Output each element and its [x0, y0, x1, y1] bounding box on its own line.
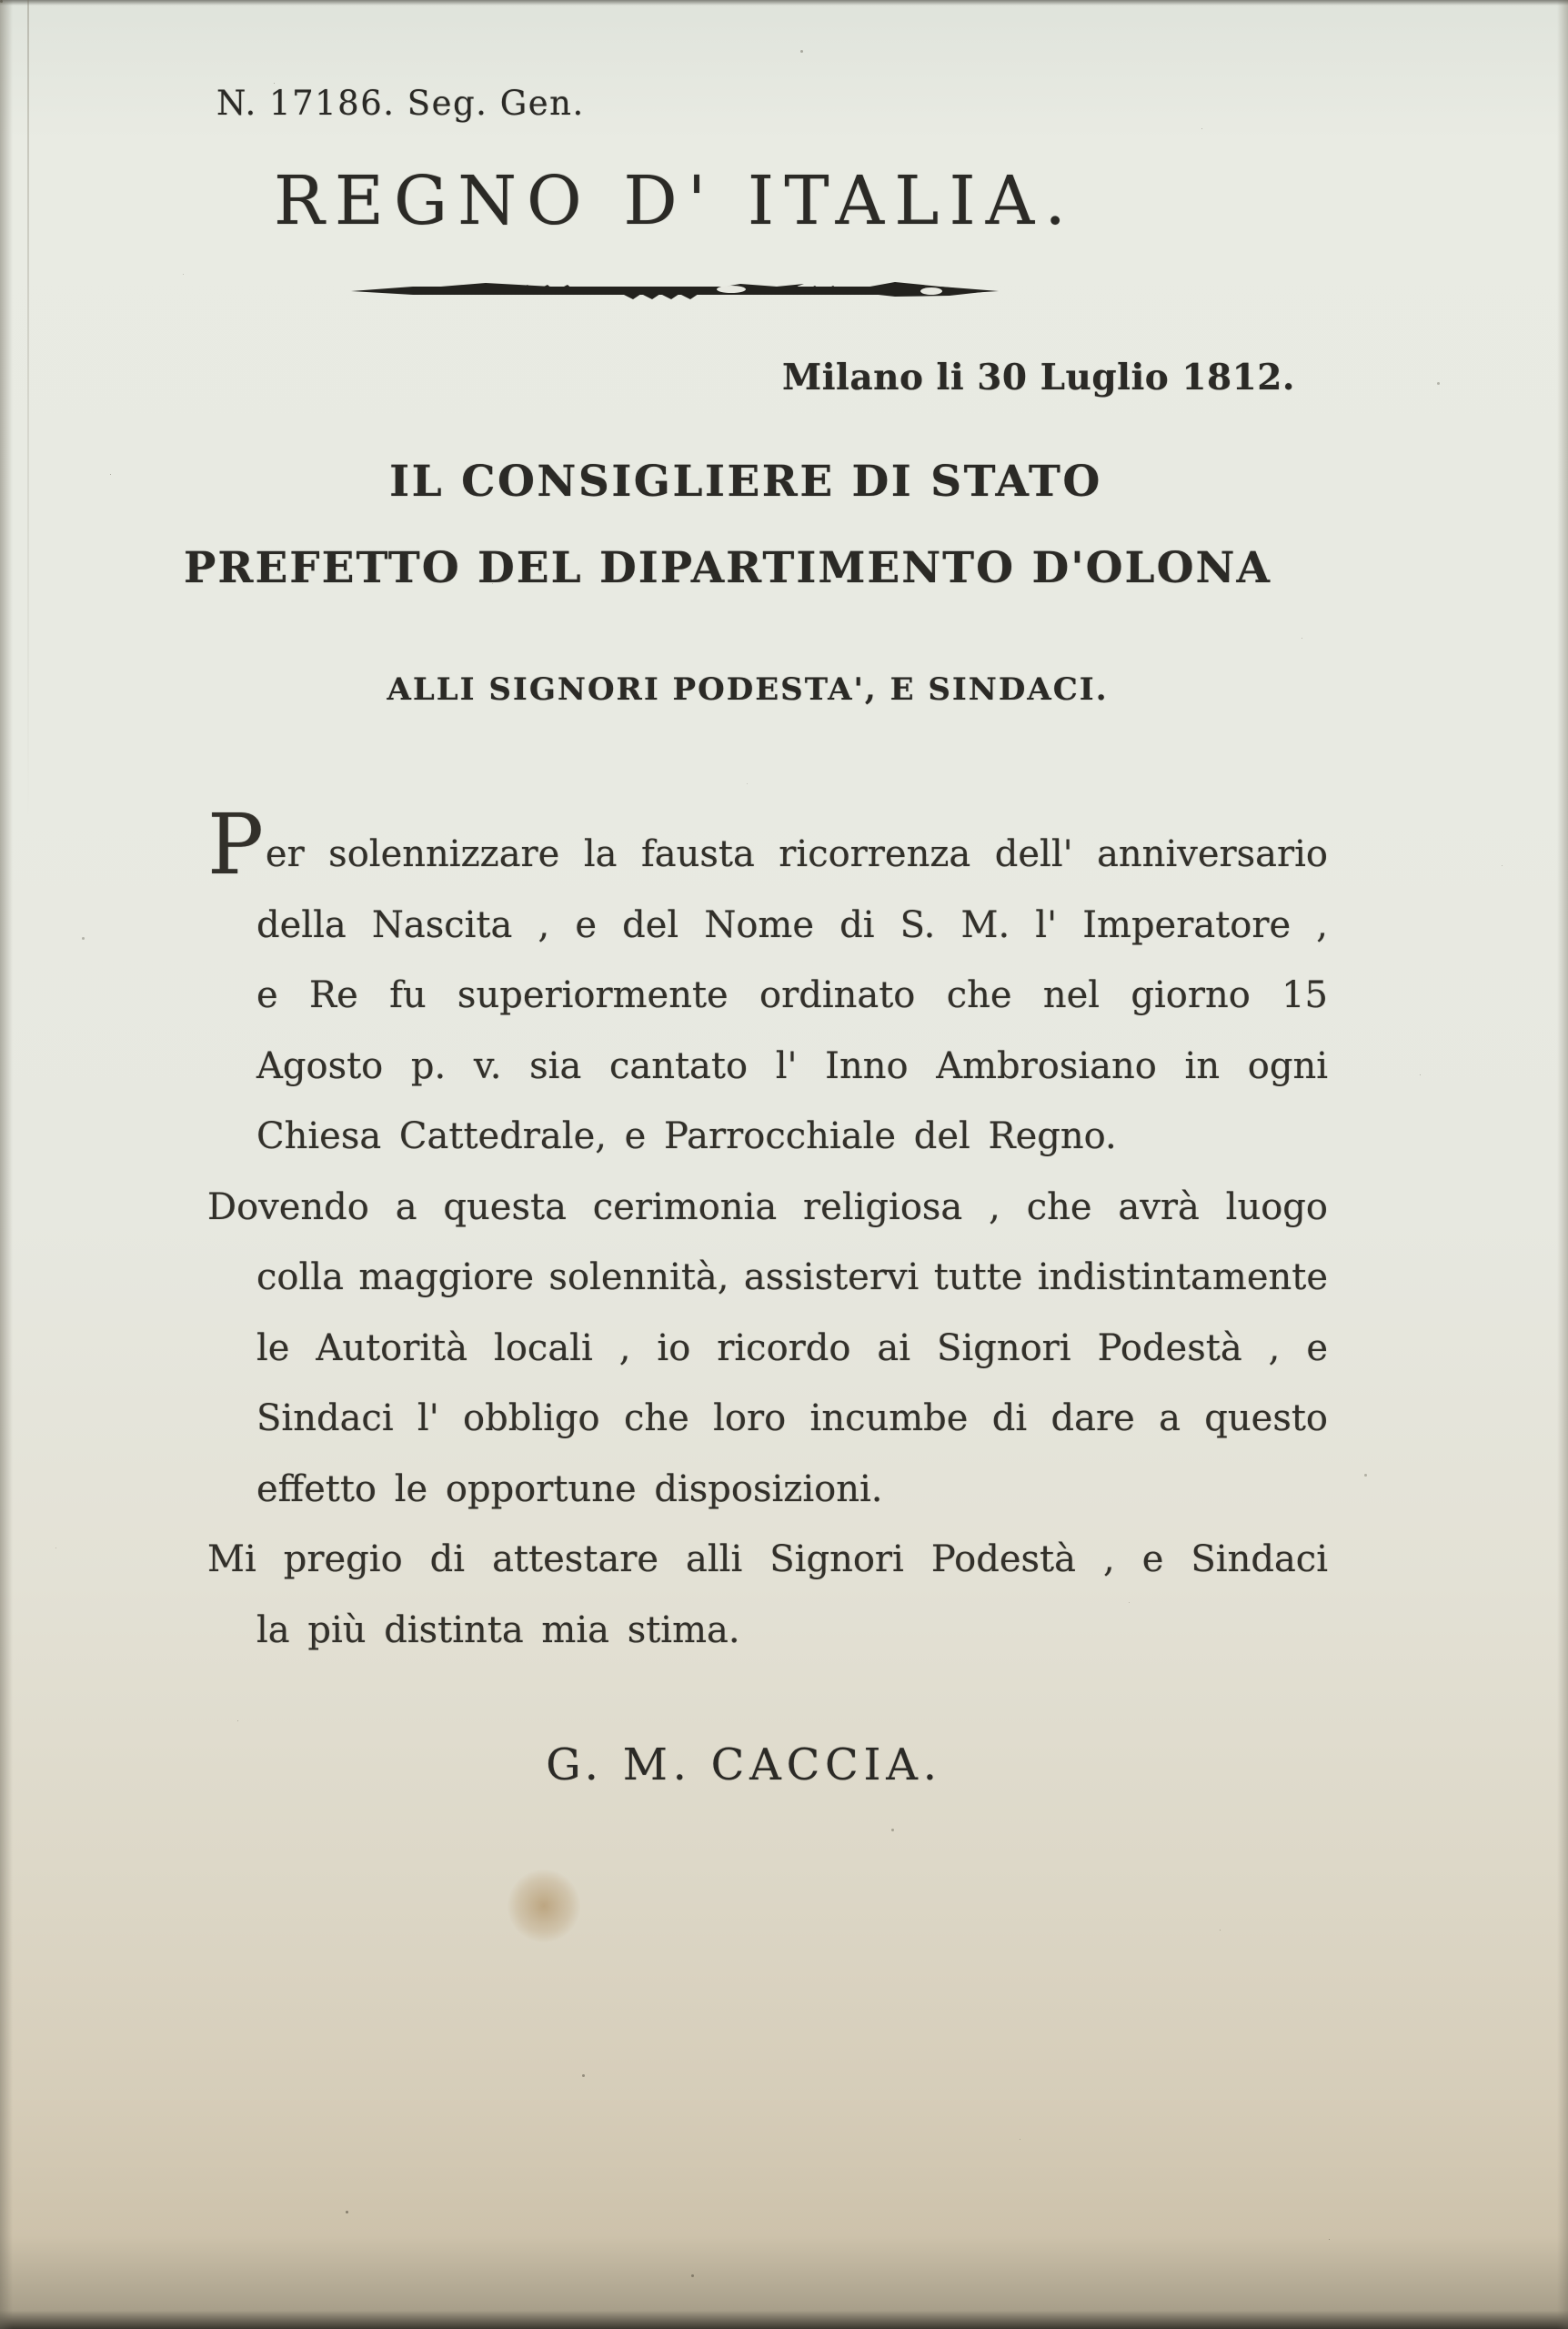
body-line: colla maggiore solennità, assistervi tutte indistintamente: [256, 1256, 1328, 1298]
body-line: Mi pregio di attestare alli Signori Podestà , e Sindaci: [207, 1538, 1328, 1580]
photo-edge-right: [1557, 0, 1568, 2329]
body-line: effetto le opportune disposizioni.: [256, 1467, 883, 1510]
registry-number: N. 17186. Seg. Gen.: [216, 84, 585, 123]
body-line: della Nascita , e del Nome di S. M. l' Imperatore ,: [256, 903, 1328, 946]
document-title: REGNO D' ITALIA.: [274, 162, 1076, 240]
drop-cap: P: [207, 796, 266, 893]
ornamental-rule-divider: [349, 276, 1000, 310]
body-text: [207, 796, 1328, 1666]
body-line: Sindaci l' obbligo che loro incumbe di dare a questo: [256, 1397, 1328, 1439]
body-line: le Autorità locali , io ricordo ai Signori Podestà , e: [256, 1326, 1328, 1369]
body-line: e Re fu superiormente ordinato che nel giorno 15: [256, 974, 1328, 1016]
heading-prefetto: PREFETTO DEL DIPARTIMENTO D'OLONA: [184, 543, 1271, 593]
photo-edge-left: [0, 0, 13, 2329]
body-line: Dovendo a questa cerimonia religiosa , che avrà luogo: [207, 1185, 1328, 1228]
dateline: Milano li 30 Luglio 1812.: [782, 357, 1295, 398]
paper-specks: [0, 0, 3, 3]
photo-edge-top: [0, 0, 1568, 5]
heading-consigliere: IL CONSIGLIERE DI STATO: [389, 457, 1102, 507]
body-line-text: er solennizzare la fausta ricorrenza dell' anniversario: [265, 833, 1328, 875]
paper-crease: [27, 0, 29, 819]
signature: G. M. CACCIA.: [546, 1739, 942, 1790]
body-line: Chiesa Cattedrale, e Parrocchiale del Regno.: [256, 1115, 1117, 1157]
salutation: ALLI SIGNORI PODESTA', E SINDACI.: [387, 671, 1109, 708]
body-line: Agosto p. v. sia cantato l' Inno Ambrosiano in ogni: [256, 1044, 1328, 1087]
body-line: [207, 796, 1328, 893]
body-line: la più distinta mia stima.: [256, 1608, 740, 1651]
paper-stain: [508, 1870, 580, 1942]
